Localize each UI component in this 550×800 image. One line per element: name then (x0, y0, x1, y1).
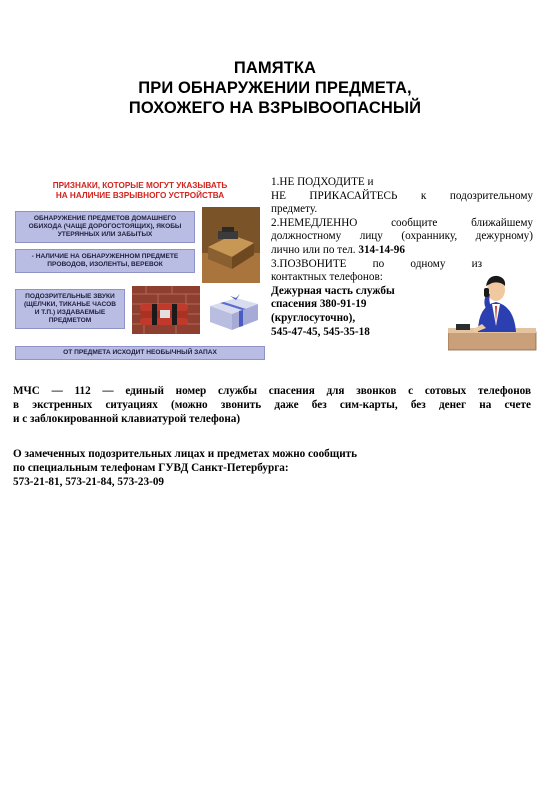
sign-sounds-text-3: И Т.П.) ИЗДАВАЕМЫЕ (34, 309, 106, 316)
guvd-line-1: О замеченных подозрительных лицах и предметах можно сообщить (13, 448, 358, 460)
gift-box-image (206, 290, 262, 332)
dynamite-image (132, 286, 200, 334)
guvd-line-3: 573-21-81, 573-21-84, 573-23-09 (13, 476, 165, 489)
step-2-line-1: 2.НЕМЕДЛЕННО сообщите ближайшему (271, 216, 533, 229)
duty-line-1: Дежурная часть службы (271, 284, 395, 297)
sign-wires-box (15, 249, 195, 273)
step-2-line-3 (271, 244, 533, 258)
mchs-line-3: и с заблокированной клавиатурой телефона) (13, 413, 241, 426)
step-1-line-3: предмету. (271, 203, 318, 216)
duty-line-3: (круглосуточно), (271, 311, 356, 324)
gift-box-photo (206, 290, 262, 332)
step-2-phone-number: 314-14-96 (358, 243, 405, 256)
sign-sounds-text-2: (ЩЕЛЧКИ, ТИКАНЬЕ ЧАСОВ (23, 300, 116, 308)
step-1-line-2: НЕ ПРИКАСАЙТЕСЬ к подозрительному (271, 189, 533, 202)
sign-smell-box (15, 346, 265, 360)
man-on-phone-illustration (448, 266, 538, 356)
step-2-phone-label: лично или по тел. (271, 243, 356, 256)
infographic-heading-line-1: ПРИЗНАКИ, КОТОРЫЕ МОГУТ УКАЗЫВАТЬ (52, 181, 228, 190)
step-2-line-2: должностному лицу (охраннику, дежурному) (271, 230, 533, 243)
page-title (0, 58, 550, 118)
infographic-heading-line-2: НА НАЛИЧИЕ ВЗРЫВНОГО УСТРОЙСТВА (55, 191, 225, 200)
sign-sounds-box (15, 289, 125, 329)
mchs-info (13, 384, 531, 427)
sign-household-items-box (15, 211, 195, 243)
guvd-line-2: по специальным телефонам ГУВД Санкт-Петербурга: (13, 462, 289, 475)
sign-household-text-2: ОБИХОДА (ЧАЩЕ ДОРОГОСТОЯЩИХ), ЯКОБЫ (28, 222, 182, 230)
infographic-heading (14, 181, 266, 201)
sign-sounds-text-1: ПОДОЗРИТЕЛЬНЫЕ ЗВУКИ (25, 292, 115, 300)
mchs-line-1: МЧС — 112 — единый номер службы спасения для звонков с сотовых телефонов (13, 385, 531, 397)
sign-sounds-text-4: ПРЕДМЕТОМ (48, 317, 92, 325)
sign-wires-text-1: - НАЛИЧИЕ НА ОБНАРУЖЕННОМ ПРЕДМЕТЕ (31, 252, 179, 260)
duty-line-2: спасения 380-91-19 (271, 298, 367, 311)
sign-wires-text-2: ПРОВОДОВ, ИЗОЛЕНТЫ, ВЕРЕВОК (47, 261, 163, 268)
explosive-signs-infographic (14, 175, 266, 365)
sign-household-text-1: ОБНАРУЖЕНИЕ ПРЕДМЕТОВ ДОМАШНЕГО (33, 214, 177, 222)
dynamite-photo (132, 286, 200, 334)
title-line-2: ПРИ ОБНАРУЖЕНИИ ПРЕДМЕТА, (138, 79, 412, 97)
title-line-3: ПОХОЖЕГО НА ВЗРЫВООПАСНЫЙ (128, 99, 422, 117)
guvd-info (13, 447, 531, 490)
sign-household-text-3: УТЕРЯННЫХ ИЛИ ЗАБЫТЫХ (57, 231, 153, 239)
step-3-line-1: 3.ПОЗВОНИТЕ по одному из (271, 257, 482, 270)
step-3-line-2: контактных телефонов: (271, 271, 383, 284)
title-line-1: ПАМЯТКА (233, 59, 317, 77)
suitcase-photo (202, 207, 260, 283)
suitcase-image (202, 207, 260, 283)
step-1-line-1: 1.НЕ ПОДХОДИТЕ и (271, 176, 374, 188)
sign-smell-text: ОТ ПРЕДМЕТА ИСХОДИТ НЕОБЫЧНЫЙ ЗАПАХ (63, 348, 217, 356)
mchs-line-2: в экстренных ситуациях (можно звонить даже без сим-карты, без денег на счете (13, 399, 531, 412)
duty-line-4: 545-47-45, 545-35-18 (271, 325, 370, 338)
